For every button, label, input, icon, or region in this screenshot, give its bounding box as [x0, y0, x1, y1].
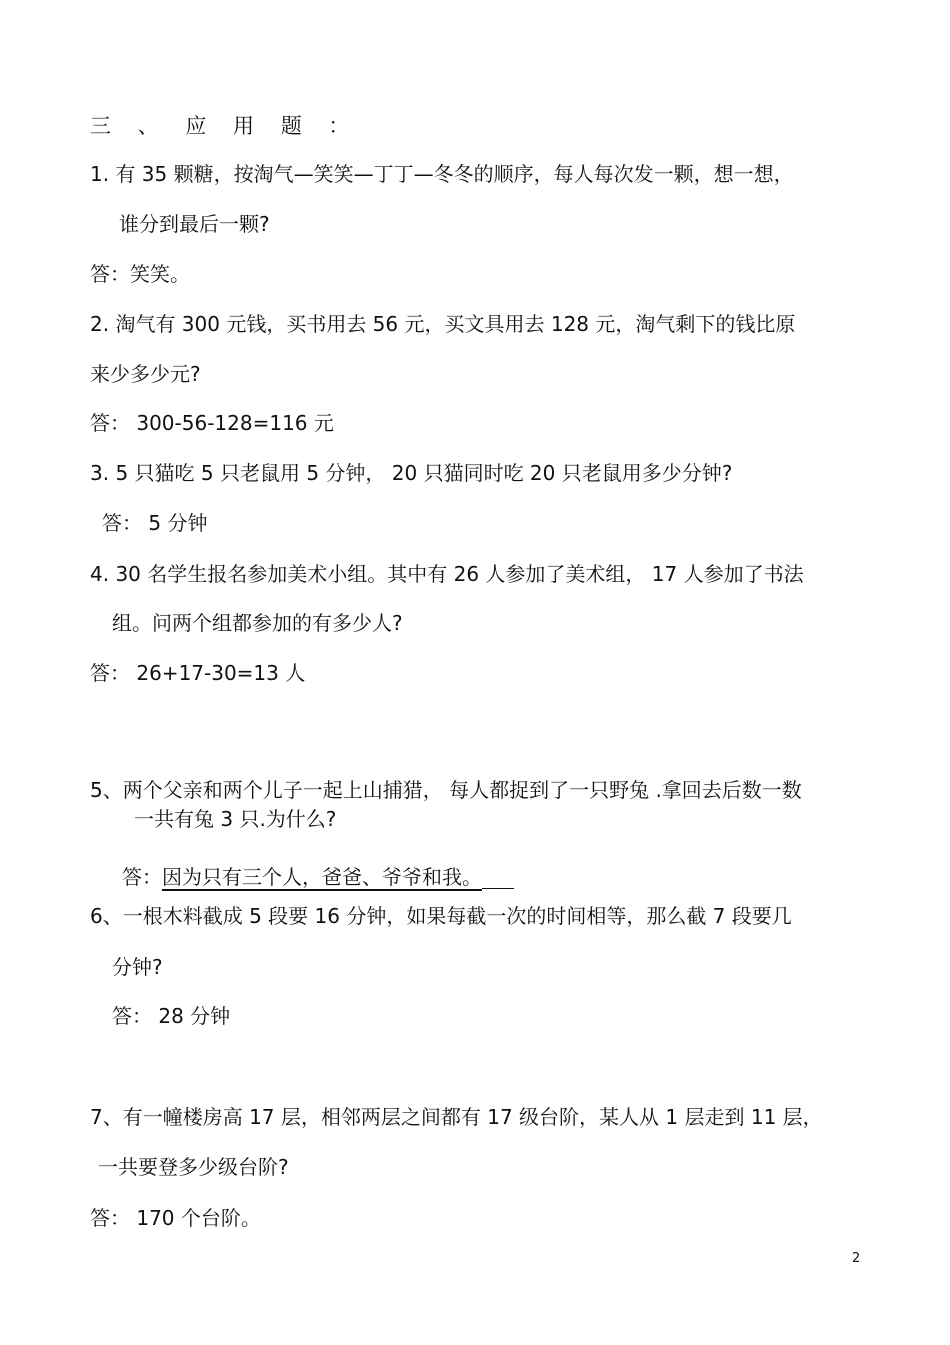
question-7-line-2: 一共要登多少级台阶?	[98, 1155, 289, 1179]
question-6-line-1: 6、一根木料截成 5 段要 16 分钟，如果每截一次的时间相等，那么截 7 段要几	[90, 904, 792, 928]
question-1-line-2: 谁分到最后一颗?	[119, 212, 270, 236]
section-heading: 三 、 应 用 题 ：	[90, 114, 360, 138]
question-7-line-1: 7、有一幢楼房高 17 层，相邻两层之间都有 17 级台阶，某人从 1 层走到 11 层，	[90, 1105, 823, 1129]
question-2-line-1: 2. 淘气有 300 元钱，买书用去 56 元，买文具用去 128 元，淘气剩下的钱比原	[90, 312, 796, 336]
answer-5-text: 因为只有三个人，爸爸、爷爷和我。	[162, 865, 482, 889]
question-1-line-1: 1. 有 35 颗糖，按淘气—笑笑—丁丁—冬冬的顺序，每人每次发一颗，想一想，	[90, 162, 794, 186]
question-4-line-2: 组。问两个组都参加的有多少人?	[112, 611, 403, 635]
question-2-line-2: 来少多少元?	[90, 362, 201, 386]
answer-3: 答： 5 分钟	[102, 511, 208, 535]
question-4-line-1: 4. 30 名学生报名参加美术小组。其中有 26 人参加了美术组， 17 人参加了书法	[90, 562, 804, 586]
question-5-line-1: 5、两个父亲和两个儿子一起上山捕猎， 每人都捉到了一只野兔 .拿回去后数一数	[90, 778, 802, 802]
question-5-line-2: 一共有兔 3 只.为什么?	[134, 807, 337, 831]
question-6-line-2: 分钟?	[112, 955, 163, 979]
answer-2: 答： 300-56-128=116 元	[90, 411, 334, 435]
page-number: 2	[852, 1251, 861, 1266]
answer-4: 答： 26+17-30=13 人	[90, 661, 306, 685]
answer-5	[122, 864, 514, 890]
answer-5-blank-line	[482, 864, 514, 889]
answer-5-prefix: 答：	[122, 865, 162, 889]
answer-1: 答：笑笑。	[90, 262, 190, 286]
question-3-line-1: 3. 5 只猫吃 5 只老鼠用 5 分钟， 20 只猫同时吃 20 只老鼠用多少分钟?	[90, 461, 733, 485]
answer-7: 答： 170 个台阶。	[90, 1206, 261, 1230]
answer-6: 答： 28 分钟	[112, 1004, 231, 1028]
